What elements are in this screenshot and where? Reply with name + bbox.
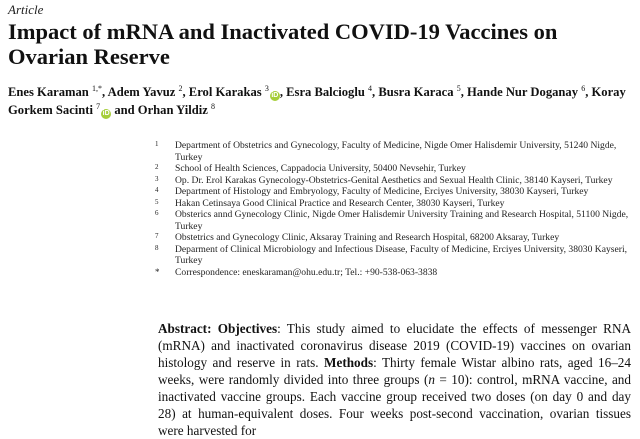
abstract-label: Abstract: [158,321,212,336]
orcid-icon[interactable]: iD [271,92,279,99]
author-list: Enes Karaman $^{1,*}$, Adem Yavuz $^2$, Erol Karakas $^3$iD , Esra Balcioglu $^4$, Busra Karaca $^5$, Hande Nur Doganay $^6$, Koray Gorkem Sacinti $^7$iD and Orhan Yildiz $^8$ [8,84,626,117]
author-name[interactable]: Hande Nur Doganay [466,85,579,99]
author-affiliation-ref: 4 [368,84,373,93]
affiliation-number: 6 [155,209,159,217]
affiliation-number: 3 [155,174,159,183]
abstract-objectives-text: : This study aimed to elucidate the effects of messenger RNA (mRNA) and inactivated coronavirus disease 2019 (COVID-19) vaccines on ovarian histology and reserve in rats. [158,321,631,370]
affiliation-text: Op. Dr. Erol Karakas Gynecology-Obstetrics-Genital Aesthetics and Sexual Health Clinic, 38140 Kayseri, Turkey [175,174,613,186]
affiliation-item [155,140,630,163]
author-affiliation-ref: 8 [211,102,216,111]
paper-title: Impact of mRNA and Inactivated COVID-19 Vaccines on Ovarian Reserve [8,19,558,69]
author-affiliation-ref: 5 [456,84,461,93]
affiliation-number: 2 [155,163,159,171]
affiliation-item [155,198,630,210]
correspondence-text[interactable]: Correspondence: eneskaraman@ohu.edu.tr; Tel.: +90-538-063-3838 [175,266,438,278]
author-affiliation-ref: 7 [96,102,101,111]
affiliation-number: 8 [155,243,159,252]
affiliation-item [155,163,630,175]
abstract-methods-text: : Thirty female Wistar albino rats, aged 16–24 weeks, were randomly divided into three groups ( [158,355,631,387]
author-name[interactable]: Erol Karakas [188,85,262,99]
author-name[interactable]: Orhan Yildiz [137,103,208,117]
author-name[interactable]: Esra Balcioglu [286,85,365,99]
affiliation-list [155,140,630,278]
affiliation-text: Hakan Cetinsaya Good Clinical Practice and Research Center, 38030 Kayseri, Turkey [175,197,505,209]
author-name[interactable]: Busra Karaca [378,85,454,99]
affiliation-item [155,244,630,267]
affiliation-item [155,175,630,187]
abstract [158,320,631,439]
affiliation-item [155,186,630,198]
affiliation-text: Department of Obstetrics and Gynecology, Faculty of Medicine, Nigde Omer Halisdemir University, 51240 Nigde, Turkey [175,140,617,163]
author-affiliation-ref: 1,* [91,84,102,93]
affiliation-number: 7 [155,232,159,240]
author-name[interactable]: Koray Gorkem Sacinti [8,85,626,117]
author-affiliation-ref: 6 [581,84,586,93]
orcid-icon[interactable]: iD [102,110,110,117]
affiliation-number: 1 [155,140,159,148]
abstract-methods-text-cont: = 10): control, mRNA vaccine, and inactivated vaccine groups. Each vaccine group received two doses (on day 0 and day 28) at human-equivalent doses. Four weeks post-second vaccination, ovarian tissues were harvested for [158,372,631,438]
affiliation-text: School of Health Sciences, Cappadocia University, 50400 Nevsehir, Turkey [175,163,466,174]
correspondence [155,267,630,279]
article-type: Article [8,2,44,17]
author-name[interactable]: Adem Yavuz [107,85,176,99]
affiliation-text: Obstetrics and Gynecology Clinic, Aksaray Training and Research Hospital, 68200 Aksaray, Turkey [175,232,560,243]
abstract-objectives-label: Objectives [217,321,278,336]
affiliation-item [155,232,630,244]
affiliation-text: Department of Histology and Embryology, Faculty of Medicine, Erciyes University, 38030 Kayseri, Turkey [175,186,589,197]
author-affiliation-ref: 2 [178,84,183,93]
affiliation-text: Obsterics annd Gynecology Clinic, Nigde Omer Halisdemir University Training and Research Hospital, 51100 Nigde, Turkey [175,209,629,232]
author-name[interactable]: Enes Karaman [8,85,89,99]
correspondence-star: * [155,266,160,277]
abstract-methods-label: Methods [324,355,374,370]
affiliation-item [155,209,630,232]
affiliation-number: 5 [155,197,159,206]
abstract-methods-n: n [428,372,435,387]
affiliation-number: 4 [155,186,159,194]
affiliation-text: Deparment of Clinical Microbiology and Infectious Disease, Faculty of Medicine, Erciyes University, 38030 Kayseri, Turkey [175,243,628,266]
author-connector: and [114,103,135,117]
author-affiliation-ref: 3 [264,84,269,93]
